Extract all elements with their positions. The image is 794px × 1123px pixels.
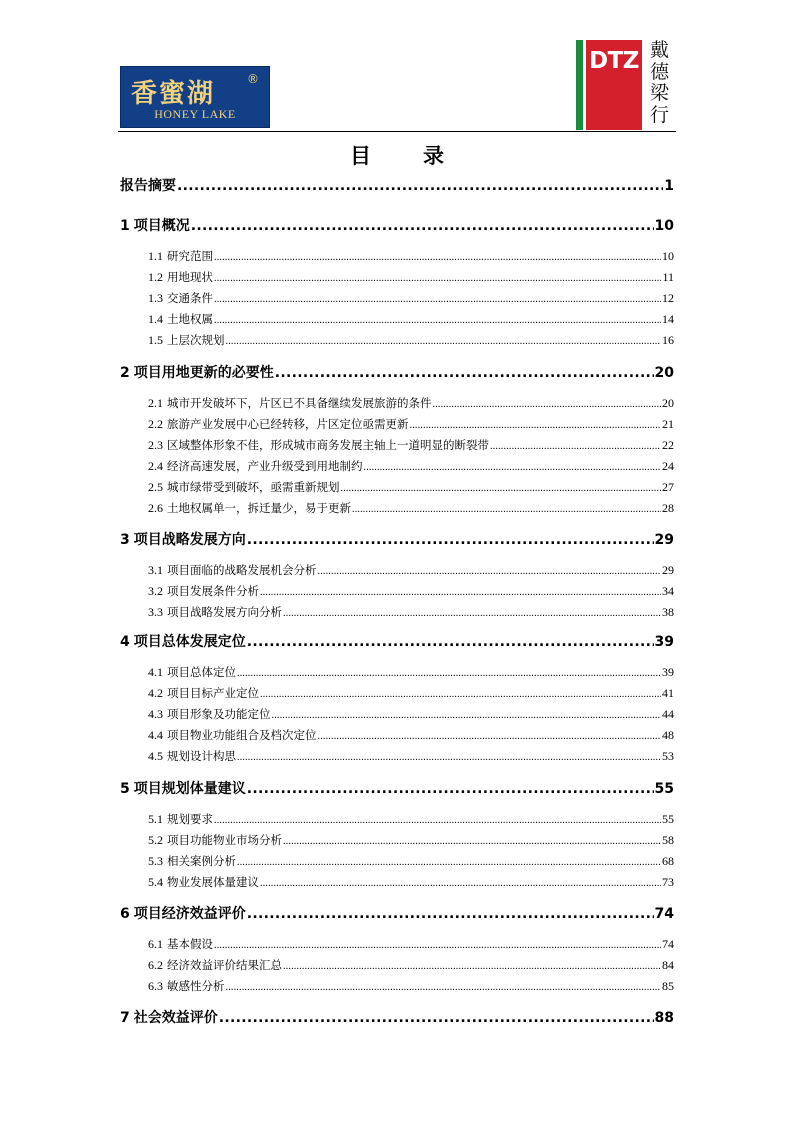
toc-chapter-number: 1 (120, 218, 130, 234)
toc-section-number: 6.1 (148, 937, 163, 951)
dtz-red-block (586, 40, 642, 130)
toc-chapter-number: 6 (120, 906, 130, 922)
dot-leader (214, 940, 661, 951)
logo-english-name: HONEY LAKE (154, 107, 236, 121)
toc-entry-page: 53 (662, 749, 674, 763)
toc-entry-page: 41 (662, 686, 674, 700)
toc-section-number: 4.3 (148, 707, 163, 721)
toc-chapter-number: 5 (120, 781, 130, 797)
toc-section-number: 6.2 (148, 958, 163, 972)
toc-section-entry[interactable] (148, 978, 674, 994)
dot-leader (177, 178, 663, 194)
dtz-char: 戴 (650, 39, 670, 61)
logo-chinese-name: 香蜜湖 (131, 79, 216, 109)
toc-section-entry[interactable] (148, 269, 674, 285)
toc-section-number: 4.2 (148, 686, 163, 700)
toc-entry-label: 交通条件 (167, 291, 213, 305)
toc-entry-label: 项目概况 (133, 218, 190, 234)
toc-entry-page: 10 (654, 218, 674, 234)
dot-leader (352, 504, 661, 515)
dtz-initials: DTZ (589, 48, 639, 74)
dot-leader (247, 906, 654, 922)
toc-section-entry[interactable] (148, 500, 674, 516)
toc-entry-label: 项目功能物业市场分析 (167, 833, 282, 847)
toc-section-entry[interactable] (148, 811, 674, 827)
toc-entry-page: 88 (654, 1010, 674, 1026)
toc-entry-label: 项目总体定位 (167, 665, 236, 679)
toc-entry-label: 项目目标产业定位 (167, 686, 259, 700)
toc-section-entry[interactable] (148, 664, 674, 680)
toc-entry-page: 21 (662, 417, 674, 431)
dot-leader (260, 587, 661, 598)
toc-entry-page: 44 (662, 707, 674, 721)
toc-entry-label: 项目物业功能组合及档次定位 (167, 728, 317, 742)
toc-entry-label: 规划要求 (167, 812, 213, 826)
dot-leader (214, 294, 661, 305)
toc-section-number: 5.4 (148, 875, 163, 889)
toc-section-number: 6.3 (148, 979, 163, 993)
toc-summary-entry[interactable] (120, 175, 674, 195)
toc-entry-page: 27 (662, 480, 674, 494)
toc-entry-label: 经济效益评价结果汇总 (167, 958, 282, 972)
dtz-logo (574, 40, 674, 130)
toc-section-entry[interactable] (148, 437, 674, 453)
toc-section-number: 5.2 (148, 833, 163, 847)
toc-title: 目 录 (350, 144, 444, 168)
toc-entry-page: 73 (662, 875, 674, 889)
toc-section-number: 2.1 (148, 396, 163, 410)
toc-entry-page: 74 (654, 906, 674, 922)
toc-section-number: 5.3 (148, 854, 163, 868)
toc-section-entry[interactable] (148, 332, 674, 348)
toc-section-number: 2.4 (148, 459, 163, 473)
toc-section-entry[interactable] (148, 685, 674, 701)
toc-chapter-entry[interactable] (120, 529, 674, 549)
toc-entry-page: 68 (662, 854, 674, 868)
toc-section-entry[interactable] (148, 957, 674, 973)
toc-section-number: 1.5 (148, 333, 163, 347)
dot-leader (226, 982, 662, 993)
toc-entry-label: 社会效益评价 (133, 1010, 218, 1026)
toc-section-number: 1.4 (148, 312, 163, 326)
toc-entry-label: 项目总体发展定位 (133, 634, 246, 650)
toc-chapter-entry[interactable] (120, 778, 674, 798)
dot-leader (272, 710, 662, 721)
toc-entry-label: 敏感性分析 (167, 979, 225, 993)
dot-leader (260, 689, 661, 700)
toc-section-entry[interactable] (148, 604, 674, 620)
toc-entry-label: 上层次规划 (167, 333, 225, 347)
dot-leader (318, 566, 662, 577)
dot-leader (247, 634, 654, 650)
toc-entry-page: 58 (662, 833, 674, 847)
header-divider (118, 131, 676, 132)
toc-section-number: 4.5 (148, 749, 163, 763)
toc-entry-label: 项目用地更新的必要性 (133, 365, 274, 381)
toc-entry-page: 20 (662, 396, 674, 410)
toc-section-entry[interactable] (148, 395, 674, 411)
toc-entry-page: 20 (654, 365, 674, 381)
dot-leader (490, 441, 661, 452)
dot-leader (433, 399, 662, 410)
toc-section-number: 2.5 (148, 480, 163, 494)
toc-section-entry[interactable] (148, 706, 674, 722)
toc-entry-page: 84 (662, 958, 674, 972)
toc-section-entry[interactable] (148, 248, 674, 264)
toc-section-number: 1.3 (148, 291, 163, 305)
toc-entry-label: 城市绿带受到破坏，亟需重新规划 (167, 480, 340, 494)
toc-entry-page: 22 (662, 438, 674, 452)
toc-section-number: 1.1 (148, 249, 163, 263)
toc-entry-page: 16 (662, 333, 674, 347)
dot-leader (410, 420, 662, 431)
toc-entry-page: 85 (662, 979, 674, 993)
toc-entry-page: 39 (662, 665, 674, 679)
dot-leader (364, 462, 662, 473)
toc-section-number: 2.3 (148, 438, 163, 452)
dot-leader (214, 252, 661, 263)
toc-entry-page: 29 (662, 563, 674, 577)
toc-section-entry[interactable] (148, 936, 674, 952)
dot-leader (219, 1010, 654, 1026)
toc-section-number: 3.3 (148, 605, 163, 619)
toc-entry-label: 区域整体形象不佳，形成城市商务发展主轴上一道明显的断裂带 (167, 438, 489, 452)
toc-entry-label: 项目规划体量建议 (133, 781, 246, 797)
toc-entry-page: 29 (654, 532, 674, 548)
toc-chapter-number: 4 (120, 634, 130, 650)
toc-chapter-entry[interactable] (120, 1007, 674, 1027)
toc-entry-label: 基本假设 (167, 937, 213, 951)
dtz-char: 行 (650, 103, 670, 126)
toc-entry-label: 土地权属单一，拆迁量少，易于更新 (167, 501, 351, 515)
dot-leader (191, 218, 654, 234)
toc-section-entry[interactable] (148, 479, 674, 495)
toc-entry-label: 相关案例分析 (167, 854, 236, 868)
toc-section-entry[interactable] (148, 311, 674, 327)
dot-leader (237, 857, 661, 868)
toc-section-number: 3.1 (148, 563, 163, 577)
toc-entry-label: 报告摘要 (120, 178, 176, 194)
dot-leader (237, 668, 661, 679)
dot-leader (226, 336, 662, 347)
toc-entry-label: 项目经济效益评价 (133, 906, 246, 922)
toc-entry-label: 土地权属 (167, 312, 213, 326)
toc-chapter-number: 3 (120, 532, 130, 548)
toc-entry-page: 12 (662, 291, 674, 305)
toc-entry-page: 39 (654, 634, 674, 650)
toc-section-number: 1.2 (148, 270, 163, 284)
toc-chapter-entry[interactable] (120, 903, 674, 923)
toc-entry-label: 研究范围 (167, 249, 213, 263)
dot-leader (247, 532, 654, 548)
toc-section-entry[interactable] (148, 748, 674, 764)
dot-leader (260, 878, 661, 889)
toc-entry-label: 项目发展条件分析 (167, 584, 259, 598)
toc-entry-page: 34 (662, 584, 674, 598)
toc-section-entry[interactable] (148, 853, 674, 869)
toc-section-number: 4.4 (148, 728, 163, 742)
toc-entry-label: 规划设计构思 (167, 749, 236, 763)
dtz-chinese-name (650, 40, 674, 126)
toc-chapter-number: 2 (120, 365, 130, 381)
toc-section-entry[interactable] (148, 290, 674, 306)
dot-leader (341, 483, 662, 494)
registered-mark: ® (247, 72, 259, 86)
toc-entry-page: 28 (662, 501, 674, 515)
toc-entry-page: 14 (662, 312, 674, 326)
dtz-green-stripe (576, 40, 583, 130)
toc-chapter-entry[interactable] (120, 362, 674, 382)
toc-entry-label: 旅游产业发展中心已经转移，片区定位亟需更新 (167, 417, 409, 431)
dot-leader (214, 815, 661, 826)
dot-leader (275, 365, 654, 381)
toc-section-entry[interactable] (148, 562, 674, 578)
toc-section-entry[interactable] (148, 416, 674, 432)
toc-entry-page: 48 (662, 728, 674, 742)
toc-entry-page: 74 (662, 937, 674, 951)
dot-leader (237, 752, 661, 763)
dot-leader (283, 608, 661, 619)
toc-chapter-number: 7 (120, 1010, 130, 1026)
toc-entry-label: 项目形象及功能定位 (167, 707, 271, 721)
toc-entry-page: 38 (662, 605, 674, 619)
dot-leader (283, 961, 661, 972)
toc-section-entry[interactable] (148, 874, 674, 890)
toc-entry-label: 项目战略发展方向分析 (167, 605, 282, 619)
toc-entry-page: 55 (654, 781, 674, 797)
toc-section-number: 4.1 (148, 665, 163, 679)
toc-section-entry[interactable] (148, 458, 674, 474)
dot-leader (318, 731, 662, 742)
honey-lake-logo (120, 66, 270, 128)
toc-chapter-entry[interactable] (120, 631, 674, 651)
toc-section-entry[interactable] (148, 727, 674, 743)
toc-entry-label: 城市开发破坏下，片区已不具备继续发展旅游的条件 (167, 396, 432, 410)
dtz-char: 梁 (650, 82, 670, 104)
toc-entry-label: 项目战略发展方向 (133, 532, 246, 548)
toc-entry-page: 1 (664, 178, 674, 194)
dot-leader (283, 836, 661, 847)
toc-section-number: 2.6 (148, 501, 163, 515)
toc-section-number: 5.1 (148, 812, 163, 826)
toc-entry-page: 10 (662, 249, 674, 263)
toc-section-number: 2.2 (148, 417, 163, 431)
toc-section-entry[interactable] (148, 583, 674, 599)
toc-entry-label: 物业发展体量建议 (167, 875, 259, 889)
toc-entry-label: 项目面临的战略发展机会分析 (167, 563, 317, 577)
toc-chapter-entry[interactable] (120, 215, 674, 235)
toc-entry-label: 用地现状 (167, 270, 213, 284)
toc-entry-page: 11 (662, 270, 674, 284)
dot-leader (214, 273, 661, 284)
dtz-char: 德 (650, 60, 670, 83)
toc-entry-page: 55 (662, 812, 674, 826)
dot-leader (214, 315, 661, 326)
toc-section-entry[interactable] (148, 832, 674, 848)
toc-section-number: 3.2 (148, 584, 163, 598)
dot-leader (247, 781, 654, 797)
toc-entry-label: 经济高速发展，产业升级受到用地制约 (167, 459, 363, 473)
toc-entry-page: 24 (662, 459, 674, 473)
